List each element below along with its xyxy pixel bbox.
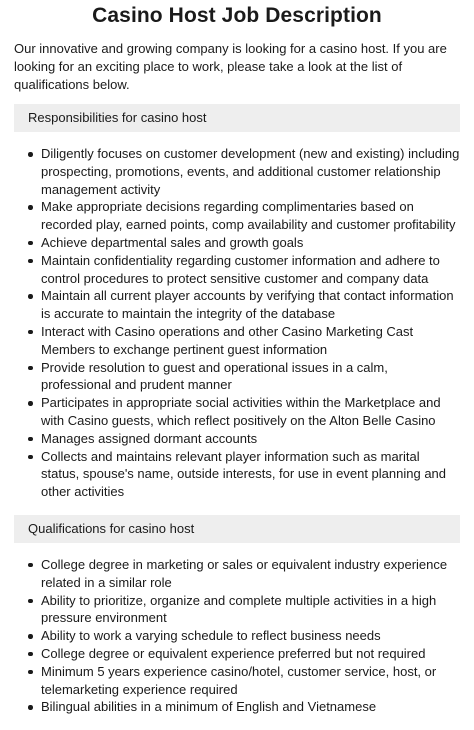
list-item: College degree in marketing or sales or equivalent industry experience related in a similar role [41, 556, 460, 592]
responsibilities-list [14, 145, 460, 501]
list-item: Make appropriate decisions regarding complimentaries based on recorded play, earned points, comp availability and customer profitability [41, 198, 460, 234]
list-item: Bilingual abilities in a minimum of English and Vietnamese [41, 698, 460, 716]
responsibilities-header: Responsibilities for casino host [14, 104, 460, 132]
list-item: Minimum 5 years experience casino/hotel, customer service, host, or telemarketing experience required [41, 663, 460, 699]
list-item: Maintain all current player accounts by verifying that contact information is accurate to maintain the integrity of the database [41, 287, 460, 323]
list-item: Ability to prioritize, organize and complete multiple activities in a high pressure environment [41, 592, 460, 628]
list-item: Manages assigned dormant accounts [41, 430, 460, 448]
list-item: Interact with Casino operations and other Casino Marketing Cast Members to exchange pertinent guest information [41, 323, 460, 359]
list-item: Achieve departmental sales and growth goals [41, 234, 460, 252]
page-title: Casino Host Job Description [92, 4, 382, 27]
list-item: Maintain confidentiality regarding customer information and adhere to control procedures to protect sensitive customer and company data [41, 252, 460, 288]
list-item: Provide resolution to guest and operational issues in a calm, professional and prudent manner [41, 359, 460, 395]
list-item: Diligently focuses on customer development (new and existing) including prospecting, promotions, events, and additional customer relationship management activity [41, 146, 460, 197]
qualifications-list [14, 556, 460, 716]
intro-paragraph: Our innovative and growing company is looking for a casino host. If you are looking for an exciting place to work, please take a look at the list of qualifications below. [14, 41, 447, 92]
qualifications-header: Qualifications for casino host [14, 515, 460, 543]
list-item: College degree or equivalent experience preferred but not required [41, 645, 460, 663]
list-item: Ability to work a varying schedule to reflect business needs [41, 627, 460, 645]
list-item: Participates in appropriate social activities within the Marketplace and with Casino guests, which reflect positively on the Alton Belle Casino [41, 394, 460, 430]
list-item: Collects and maintains relevant player information such as marital status, spouse's name, outside interests, for use in event planning and other activities [41, 448, 460, 501]
